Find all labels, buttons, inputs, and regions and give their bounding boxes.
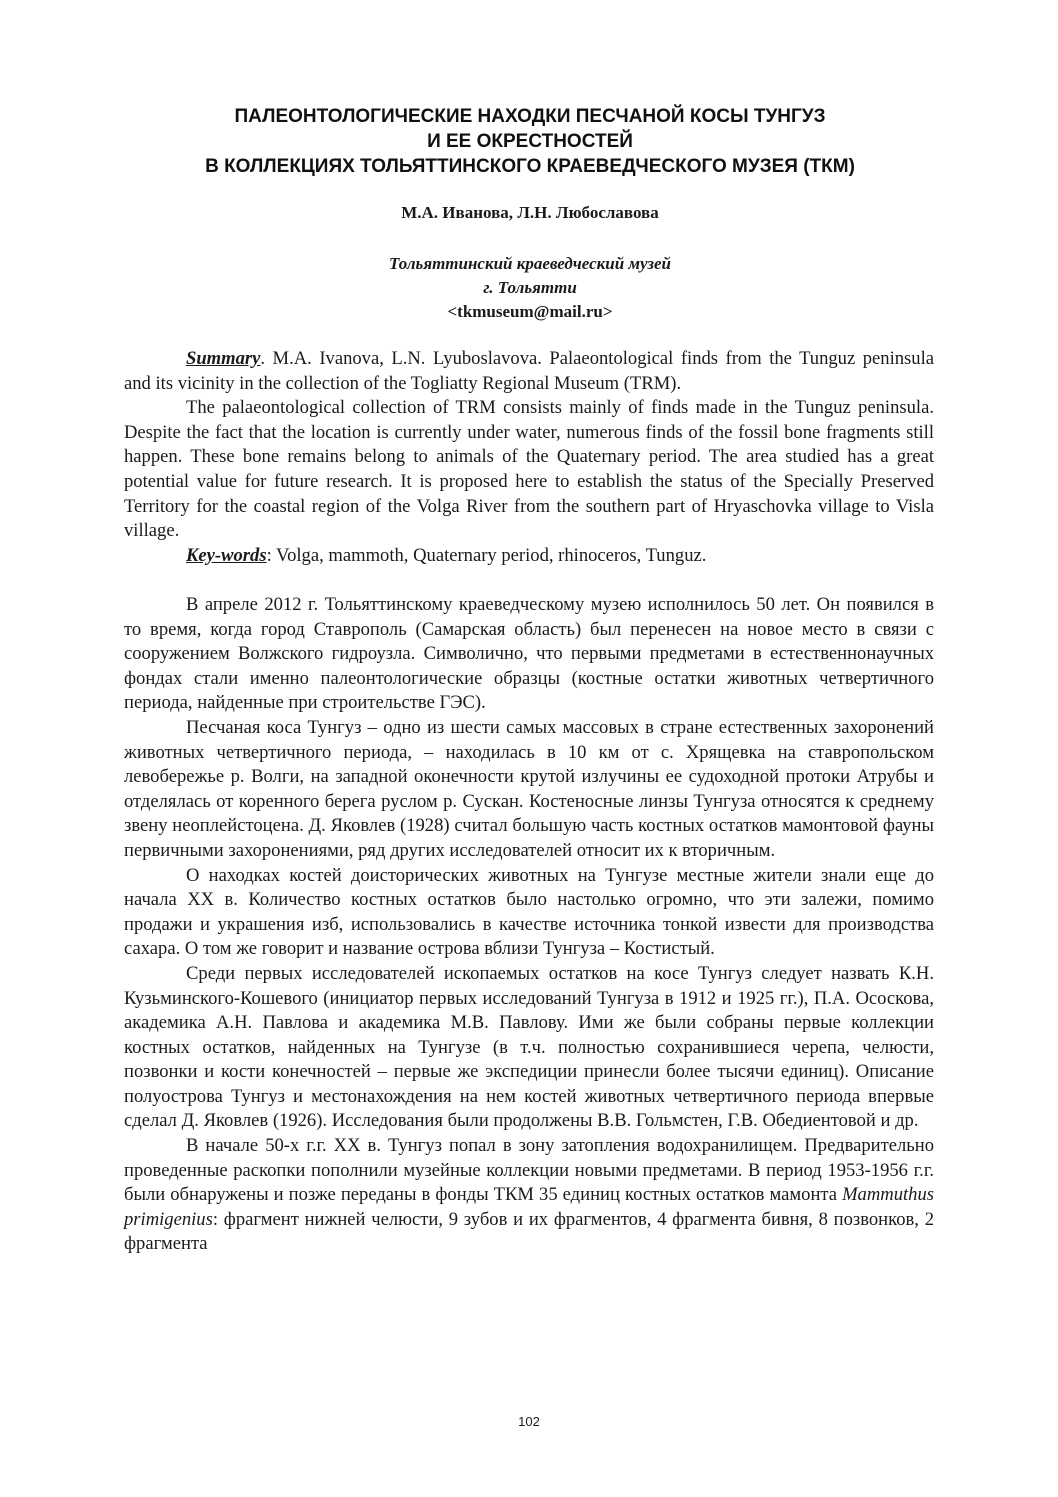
authors: М.А. Иванова, Л.Н. Любославова bbox=[401, 203, 659, 222]
keywords-paragraph bbox=[124, 544, 934, 569]
summary-text: The palaeontological collection of TRM consists mainly of finds made in the Tunguz peninsula. Despite the fact that the location is currently under water, numerous finds of the fossil bone fragments still happen. These bone remains belong to animals of the Quaternary period. The area studied has a great potential value for future research. It is proposed here to establish the status of the Specially Preserved Territory for the coastal region of the Volga River from the southern part of Hryaschovka village to Visla village. bbox=[124, 397, 934, 542]
body-text bbox=[124, 593, 934, 1257]
summary-intro: . M.A. Ivanova, L.N. Lyuboslavova. Palaeontological finds from the Tunguz peninsula and its vicinity in the collection of the Togliatty Regional Museum (TRM). bbox=[124, 348, 934, 394]
summary-label: Summary bbox=[186, 348, 261, 369]
body-paragraph-5-start: В начале 50-х г.г. XX в. Тунгуз попал в зону затопления водохранилищем. Предварительно проведенные раскопки пополнили музейные коллекции новыми предметами. В период 1953-1956 г.г. были обнаружены и позже переданы в фонды ТКМ 35 единиц костных остатков мамонта bbox=[124, 1135, 934, 1206]
city: г. Тольятти bbox=[483, 278, 577, 297]
body-paragraph-2: Песчаная коса Тунгуз – одно из шести самых массовых в стране естественных захоронений животных четвертичного периода, – находилась в 10 км от с. Хрящевка на ставропольском левобережье р. Волги, на западной оконечности крутой излучины ее судоходной протоки Атрубы и отделялась от коренного берега руслом р. Сускан. Костеносные линзы Тунгуза относятся к среднему звену неоплейстоцена. Д. Яковлев (1928) считал большую часть костных остатков мамонтовой фауны первичными захоронениями, ряд других исследователей относит их к вторичным. bbox=[124, 716, 934, 861]
body-paragraph-1: В апреле 2012 г. Тольяттинскому краеведческому музею исполнилось 50 лет. Он появился в то время, когда город Ставрополь (Самарская область) был перенесен на новое место в связи с сооружением Волжского гидроузла. Символично, что первыми предметами в естественнонаучных фондах стали именно палеонтологические образцы (костные остатки животных четвертичного периода, найденные при строительстве ГЭС). bbox=[124, 594, 934, 714]
email: <tkmuseum@mail.ru> bbox=[447, 302, 613, 321]
body-paragraph-3: О находках костей доисторических животных на Тунгузе местные жители знали еще до начала XX в. Количество костных остатков было настолько огромно, что эти залежи, помимо продажи и украшения изб, использовались в качестве источника тонкой извести для производства сахара. О том же говорит и название острова вблизи Тунгуза – Костистый. bbox=[124, 864, 934, 960]
title-line-3: В КОЛЛЕКЦИЯХ ТОЛЬЯТТИНСКОГО КРАЕВЕДЧЕСКОГО МУЗЕЯ (ТКМ) bbox=[205, 156, 855, 177]
body-paragraph-4: Среди первых исследователей ископаемых остатков на косе Тунгуз следует назвать К.Н. Кузьминского-Кошевого (инициатор первых исследований Тунгуза в 1912 и 1925 гг.), П.А. Ососкова, академика А.Н. Павлова и академика М.В. Павлову. Ими же были собраны первые коллекции костных остатков, найденных на Тунгузе (в т.ч. полностью сохранившиеся черепа, челюсти, позвонки и кости конечностей – первые же экспедиции принесли более тысячи единиц). Описание полуострова Тунгуз и местонахождения на нем костей животных четвертичного периода впервые сделал Д. Яковлев (1926). Исследования были продолжены В.В. Гольмстен, Г.В. Обедиентовой и др. bbox=[124, 962, 934, 1132]
body-paragraph-5-end: : фрагмент нижней челюсти, 9 зубов и их фрагментов, 4 фрагмента бивня, 8 позвонков, 2 фрагмента bbox=[124, 1208, 934, 1255]
paper-title bbox=[150, 104, 910, 179]
body-paragraph-5 bbox=[124, 1134, 934, 1257]
title-line-2: И ЕЕ ОКРЕСТНОСТЕЙ bbox=[427, 131, 633, 152]
species-name: Mammuthus primigenius bbox=[124, 1184, 934, 1230]
page-number: 102 bbox=[518, 1414, 540, 1429]
institution: Тольяттинский краеведческий музей bbox=[388, 254, 672, 273]
keywords: : Volga, mammoth, Quaternary period, rhinoceros, Tunguz. bbox=[266, 544, 707, 566]
title-line-1: ПАЛЕОНТОЛОГИЧЕСКИЕ НАХОДКИ ПЕСЧАНОЙ КОСЫ ТУНГУЗ bbox=[234, 106, 826, 127]
affiliation bbox=[150, 252, 910, 324]
summary-intro-paragraph bbox=[124, 347, 934, 396]
keywords-label: Key-words bbox=[186, 544, 267, 566]
summary-block bbox=[124, 347, 934, 568]
